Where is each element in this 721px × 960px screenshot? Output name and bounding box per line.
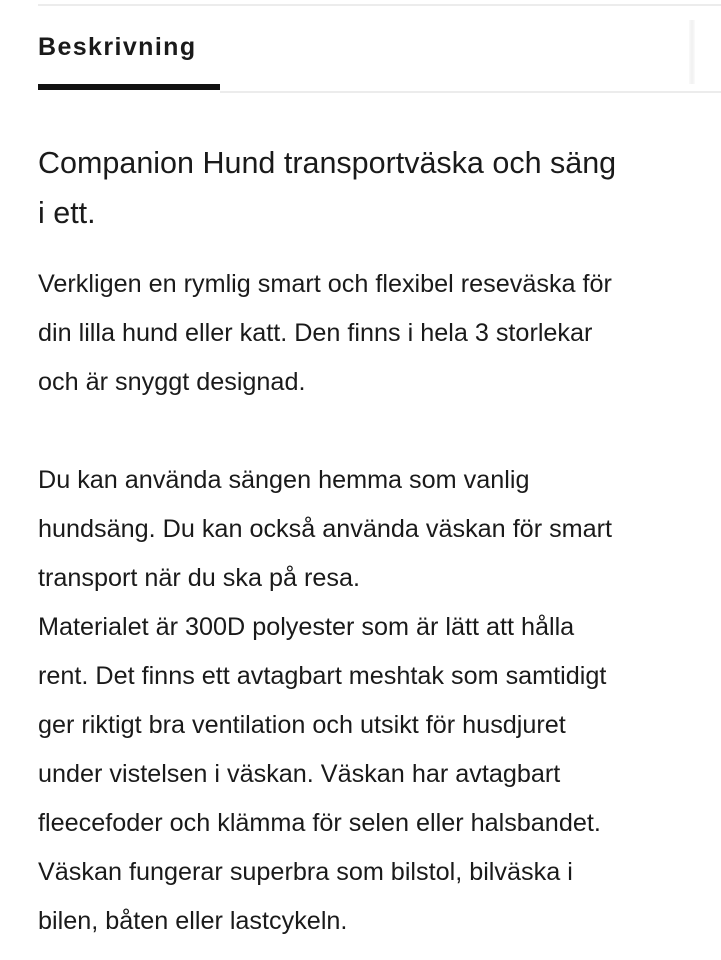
tab-scroll-shadow [689,20,695,84]
description-panel [38,138,720,946]
active-tab-indicator [38,84,220,90]
tab-beskrivning[interactable] [38,6,220,92]
tab-bar [38,6,721,92]
tab-label: Beskrivning [38,33,197,61]
description-paragraph: Verkligen en rymlig smart och flexibel reseväska för din lilla hund eller katt. Den finns i hela 3 storlekar och är snyggt designad. [38,270,612,396]
description-paragraph: Du kan använda sängen hemma som vanlig hundsäng. Du kan också använda väskan för smart transport när du ska på resa. Materialet är 300D polyester som är lätt att hålla rent. Det finns ett avtagbart meshtak som samtidigt ger riktigt bra ventilation och utsikt för husdjuret under vistelsen i väskan. Väskan har avtagbart fleecefoder och klämma för selen eller halsbandet. Väskan fungerar superbra som bilstol, bilväska i bilen, båten eller lastcykeln. [38,466,613,935]
product-title: Companion Hund transportväska och säng i ett. [38,146,617,230]
tab-bar-divider [220,91,721,93]
